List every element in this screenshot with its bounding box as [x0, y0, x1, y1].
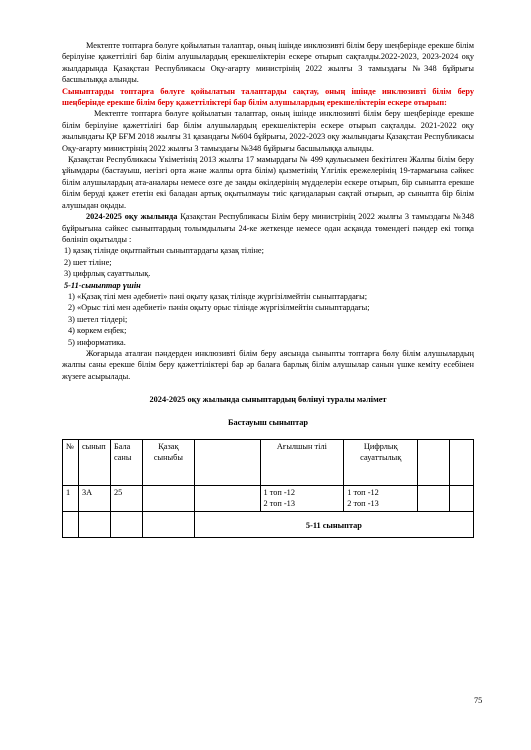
paragraph-4: Қазақстан Республикасы Үкіметінің 2013 жылғы 17 мамырдағы № 499 қаулысымен бекітілген Жалпы білім беру ұйымдары (бастауыш, негізгі орта және жалпы орта білім) қызметінің Үлгілік ережелерінің 19-тармағына сәйкес білім алушылардың ата-аналары немесе өзге де заңды өкілдерінің мүдделерін ескере отырып, бір сыныпта ерекше білім беруді қажет ететін екі баладан артық оқытылмауы тиіс қағидаларын сақтай отырып, әр сыныпта бір білім алушыдан оқыды.: [62, 155, 474, 210]
table-title: 2024-2025 оқу жылында сыныптардың бөлінуі туралы мәлімет: [149, 395, 387, 405]
header-cell: Бала саны: [110, 440, 142, 486]
table-cell: 25: [110, 486, 142, 512]
list-item: 2) «Орыс тілі мен әдебиеті» пәнін оқыту орыс тілінде жүргізілмейтін сыныптардағы;: [68, 303, 370, 313]
table-cell: [194, 486, 260, 512]
header-cell: №: [63, 440, 79, 486]
header-cell: [418, 440, 450, 486]
class-division-table: [62, 439, 474, 538]
paragraph-5: [62, 211, 474, 245]
subject-list-1: [62, 245, 474, 279]
section-label-cell: 5-11 сыныптар: [194, 512, 473, 538]
table-cell: 1 топ -12 2 топ -13: [260, 486, 344, 512]
list-item: 3) шетел тілдері;: [68, 314, 128, 324]
table-cell: [63, 512, 79, 538]
page-content: [62, 40, 474, 538]
paragraph-1: Мектепте топтарға бөлуге қойылатын талаптар, оның ішінде инклюзивті білім беру шеңберінде ерекше білім берілуіне қажеттілігі бар білім алушылардың ерекшеліктерін ескере отырып сақталды.2022-2023, 2023-2024 оқу жылдарында Қазақстан Республикасы Оқу-ағарту министрінің 2022 жылғы 3 тамыздағы №348 бұйрығы басшылыққа алынды.: [62, 41, 474, 85]
paragraph-3: Мектепте топтарға бөлуге қойылатын талаптар, оның ішінде инклюзивті білім беру шеңберінде ерекше білім берілуіне қажеттілігі бар білім алушылардың ерекшеліктерін ескере отырып сақталды. 2021-2022 оқу жылындағы ҚР БҒМ 2018 жылғы 31 қазандағы №604 бұйрығы, 2022-2023 оқу жылындағы Қазақстан Республикасы Оқу-ағарту министрінің 2022 жылғы 3 тамыздағы №348 бұйрығы басшылыққа алынды.: [62, 109, 475, 153]
table-cell: 1: [63, 486, 79, 512]
paragraph-5-rest: Қазақстан Республикасы Білім беру министрінің 2022 жылғы 3 тамыздағы №348 бұйрығына сәйкес сыныптардың толымдылығы 24-ке жеткенде немесе одан асқанда төмендегі пәндер екі топқа бөлініп оқытылды :: [62, 212, 474, 244]
table-section-row: [63, 512, 474, 538]
list-item: 1) «Қазақ тілі мен әдебиеті» пәні оқыту қазақ тілінде жүргізілмейтін сыныптардағы;: [68, 291, 368, 301]
header-cell: Цифрлық сауаттылық: [344, 440, 418, 486]
header-cell: [194, 440, 260, 486]
list-item: 5) информатика.: [68, 337, 126, 347]
header-cell: сынып: [78, 440, 110, 486]
header-cell: [450, 440, 474, 486]
list-2-title: 5-11-сыныптар үшін: [64, 280, 141, 290]
table-cell: [110, 512, 142, 538]
list-item: 4) көркем еңбек;: [68, 326, 127, 336]
table-cell: [142, 486, 194, 512]
header-cell: Қазақ сыныбы: [142, 440, 194, 486]
table-cell: [450, 486, 474, 512]
table-subtitle: Бастауыш сыныптар: [227, 417, 309, 427]
page-number: 75: [474, 696, 483, 705]
list-item: 1) қазақ тілінде оқытпайтын сыныптардағы қазақ тіліне;: [64, 246, 264, 256]
table-cell: 3А: [78, 486, 110, 512]
table-cell: [418, 486, 450, 512]
paragraph-6: Жоғарыда аталған пәндерден инклюзивті білім беру аясында сыныпты топтарға бөлу білім алушылардың жалпы саны ерекше білім беру қажеттіліктері бар әр балаға барлық білім алушылар санын үшке кеміту есебінен жүзеге асырылады.: [62, 348, 474, 381]
subject-list-2: [62, 291, 474, 348]
list-item: 2) шет тіліне;: [64, 257, 112, 267]
table-header-row: [63, 440, 474, 486]
red-heading: Сыныптарды топтарға бөлуге қойылатын талаптарды сақтау, оның ішінде инклюзивті білім беру шеңберінде ерекше білім беру қажеттіліктері бар білім алушылардың ерекшеліктерін ескере отырып:: [62, 86, 474, 108]
header-cell: Ағылшын тілі: [260, 440, 344, 486]
list-item: 3) цифрлық сауаттылық.: [64, 269, 151, 279]
table-cell: [142, 512, 194, 538]
paragraph-5-bold: 2024-2025 оқу жылында: [86, 212, 178, 222]
table-row: [63, 486, 474, 512]
table-cell: 1 топ -12 2 топ -13: [344, 486, 418, 512]
table-cell: [78, 512, 110, 538]
